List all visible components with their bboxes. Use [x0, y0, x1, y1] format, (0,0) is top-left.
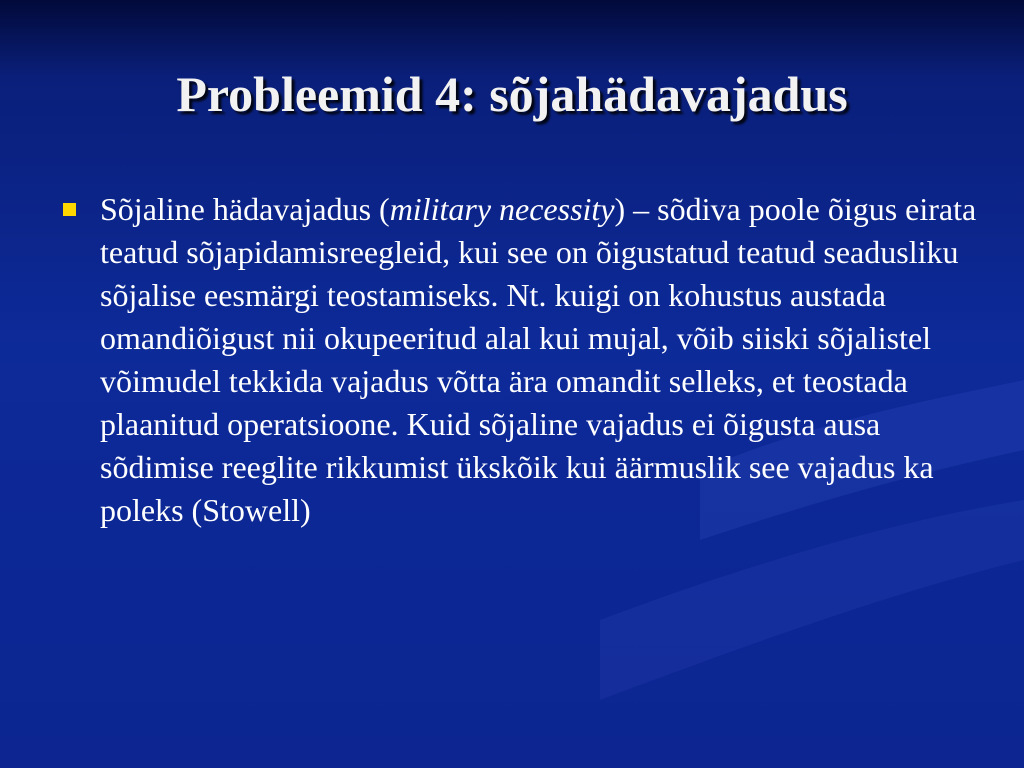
bullet-text-rest: ) – sõdiva poole õigus eirata teatud sõjapidamisreegleid, kui see on õigustatud teatud seadusliku sõjalise eesmärgi teostamiseks. Nt. kuigi on kohustus austada omandiõigust nii okupeeritud alal kui mujal, võib siiski sõjalistel võimudel tekkida vajadus võtta ära omandit selleks, et teostada plaanitud operatsioone. Kuid sõjaline vajadus ei õigusta ausa sõdimise reeglite rikkumist ükskõik kui äärmuslik see vajadus ka poleks (Stowell)	[100, 191, 977, 528]
bullet-text-start: Sõjaline hädavajadus (	[100, 191, 390, 227]
square-bullet-icon	[63, 203, 76, 216]
bullet-text-italic-term: military necessity	[389, 191, 615, 227]
bullet-item	[58, 188, 978, 532]
slide-title: Probleemid 4: sõjahädavajadus	[176, 66, 848, 122]
bullet-list	[58, 188, 978, 532]
